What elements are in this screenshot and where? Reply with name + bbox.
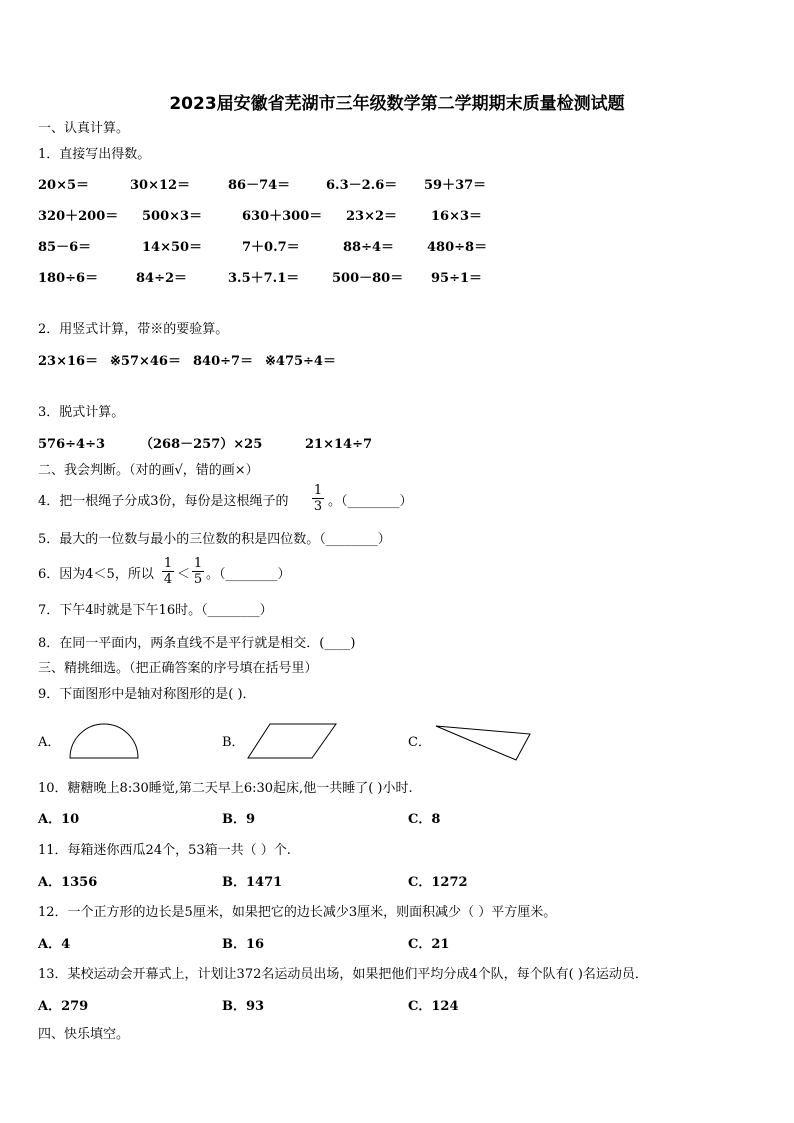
parallelogram-shape	[246, 722, 338, 760]
question-4-text: 4．把一根绳子分成3份，每份是这根绳子的	[38, 494, 289, 509]
stepwise-calc-item: （268－257）×25	[140, 437, 263, 452]
calc-item: 7＋0.7＝	[242, 240, 300, 255]
calc-item: 500×3＝	[142, 209, 203, 224]
section-heading-1: 一、认真计算。	[38, 121, 130, 136]
calc-item: 6.3－2.6＝	[326, 178, 398, 193]
option-c: C．8	[408, 812, 441, 827]
calc-item: 86－74＝	[228, 178, 291, 193]
fraction-one-fourth: 1 4	[163, 556, 173, 587]
calc-item: 320＋200＝	[38, 209, 119, 224]
section-heading-4: 四、快乐填空。	[38, 1027, 130, 1042]
calc-item: 85－6＝	[38, 240, 92, 255]
option-a: A．10	[38, 812, 80, 827]
calc-item: 84÷2＝	[136, 271, 188, 286]
calc-item: 59＋37＝	[424, 178, 487, 193]
triangle-shape	[434, 724, 536, 762]
calc-item: 180÷6＝	[38, 271, 99, 286]
page-title: 2023届安徽省芜湖市三年级数学第二学期期末质量检测试题	[169, 94, 625, 114]
option-b: B．9	[222, 812, 256, 827]
calc-item: 500－80＝	[332, 271, 404, 286]
calc-item: 30×12＝	[130, 178, 191, 193]
question-10-text: 10．糖糖晚上8:30睡觉,第二天早上6:30起床,他一共睡了( )小时.	[38, 781, 413, 796]
option-a: A．4	[38, 937, 71, 952]
option-c: C．21	[408, 937, 450, 952]
question-4-answer-blank: 。（________）	[328, 494, 413, 509]
section-heading-2: 二、我会判断。（对的画√，错的画×）	[38, 463, 259, 478]
fraction-one-fifth: 1 5	[193, 556, 203, 587]
question-12-text: 12．一个正方形的边长是5厘米，如果把它的边长减少3厘米，则面积减少（ ）平方厘米。	[38, 905, 557, 920]
calc-item: 95÷1＝	[431, 271, 483, 286]
stepwise-calc-item: 576÷4÷3	[38, 437, 106, 452]
stepwise-calc-item: 21×14÷7	[305, 437, 373, 452]
option-c-label: C．	[408, 735, 431, 750]
question-2-label: 2．用竖式计算，带※的要验算。	[38, 322, 229, 337]
option-c: C．1272	[408, 875, 468, 890]
fraction-one-third: 1 3	[313, 483, 323, 514]
question-1-label: 1．直接写出得数。	[38, 147, 151, 162]
question-13-text: 13．某校运动会开幕式上，计划让372名运动员出场，如果把他们平均分成4个队，每个队有( )名运动员．	[38, 967, 648, 982]
question-6-answer-blank: 。（________）	[206, 567, 291, 582]
question-9-text: 9．下面图形中是轴对称图形的是( )．	[38, 687, 256, 702]
option-b: B．93	[222, 999, 265, 1014]
calc-item: 88÷4＝	[343, 240, 395, 255]
question-7-text: 7．下午4时就是下午16时。（________）	[38, 603, 273, 618]
calc-item: 3.5＋7.1＝	[228, 271, 300, 286]
calc-item: 16×3＝	[431, 209, 483, 224]
calc-item: 630＋300＝	[242, 209, 323, 224]
question-8-text: 8．在同一平面内，两条直线不是平行就是相交．(____)	[38, 636, 356, 651]
option-b-label: B．	[222, 735, 245, 750]
calc-item: 480÷8＝	[427, 240, 488, 255]
section-heading-3: 三、精挑细选。（把正确答案的序号填在括号里）	[38, 661, 318, 676]
option-b: B．16	[222, 937, 265, 952]
option-b: B．1471	[222, 875, 283, 890]
vertical-calc-item: ※57×46＝	[110, 354, 181, 369]
option-a: A．279	[38, 999, 89, 1014]
question-11-text: 11．每箱迷你西瓜24个，53箱一共（ ）个.	[38, 843, 291, 858]
less-than-sign: ＜	[177, 567, 191, 582]
vertical-calc-item: 840÷7＝	[193, 354, 254, 369]
option-a-label: A．	[38, 735, 61, 750]
calc-item: 20×5＝	[38, 178, 90, 193]
option-a: A．1356	[38, 875, 98, 890]
semicircle-shape	[68, 722, 140, 760]
option-c: C．124	[408, 999, 459, 1014]
calc-item: 23×2＝	[346, 209, 398, 224]
question-6-text: 6．因为4＜5，所以	[38, 567, 154, 582]
vertical-calc-item: 23×16＝	[38, 354, 99, 369]
vertical-calc-item: ※475÷4＝	[265, 354, 336, 369]
question-5-text: 5．最大的一位数与最小的三位数的积是四位数。（________）	[38, 532, 391, 547]
question-3-label: 3．脱式计算。	[38, 405, 125, 420]
calc-item: 14×50＝	[142, 240, 203, 255]
